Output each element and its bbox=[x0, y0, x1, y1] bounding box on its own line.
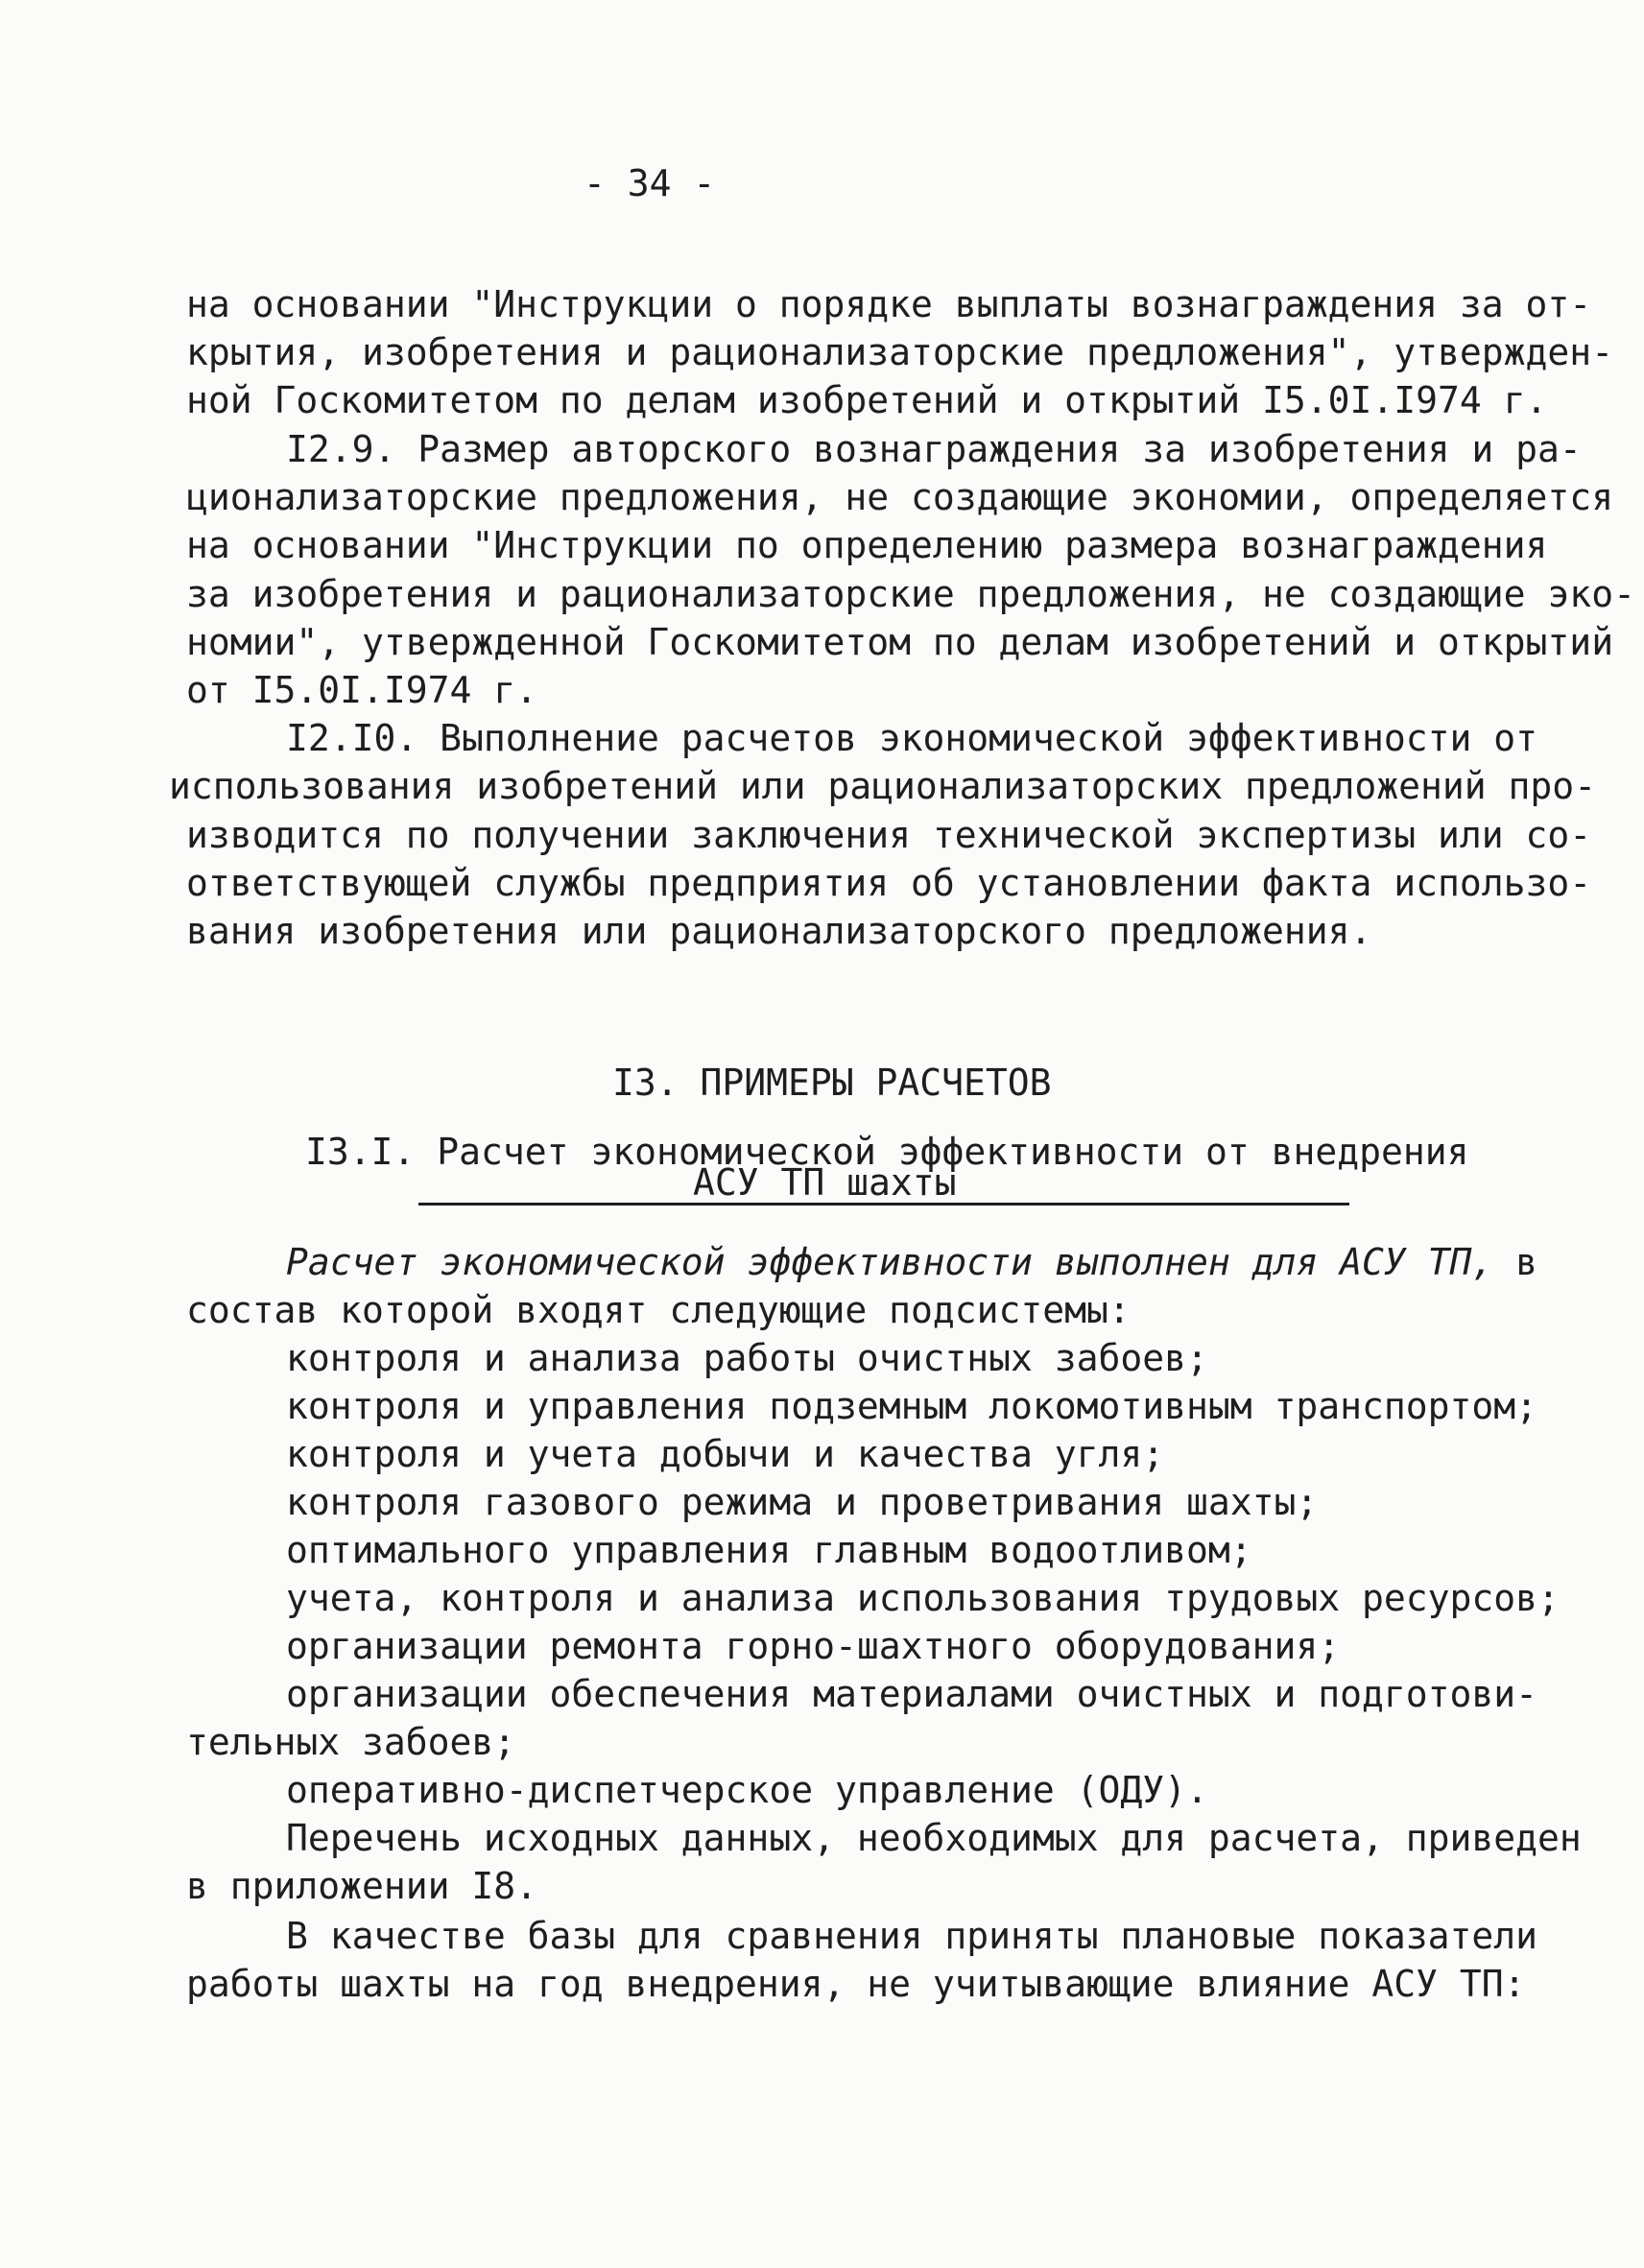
intro-italic: Расчет экономической эффективности выполнен для АСУ ТП, bbox=[286, 1241, 1494, 1283]
list-item: контроля и анализа работы очистных забоев; bbox=[286, 1337, 1208, 1379]
list-item: контроля газового режима и проветривания шахты; bbox=[286, 1481, 1319, 1523]
paragraph-line: I2.9. Размер авторского вознаграждения за изобретения и ра- bbox=[286, 428, 1582, 470]
paragraph-line: Перечень исходных данных, необходимых для расчета, приведен bbox=[286, 1817, 1582, 1859]
list-item: контроля и управления подземным локомотивным транспортом; bbox=[286, 1385, 1538, 1427]
paragraph-line: В качестве базы для сравнения приняты плановые показатели bbox=[286, 1915, 1538, 1957]
paragraph-line: использования изобретений или рационализаторских предложений про- bbox=[169, 765, 1597, 807]
paragraph-line: ционализаторские предложения, не создающие экономии, определяется bbox=[186, 476, 1614, 518]
list-item-continuation: тельных забоев; bbox=[186, 1721, 516, 1763]
subsection-title: I3.I. Расчет экономической эффективности от внедрения bbox=[305, 1131, 1469, 1173]
paragraph-line: ной Госкомитетом по делам изобретений и открытий I5.0I.I974 г. bbox=[186, 379, 1548, 421]
paragraph-line: от I5.0I.I974 г. bbox=[186, 669, 538, 711]
section-title: I3. ПРИМЕРЫ РАСЧЕТОВ bbox=[612, 1062, 1052, 1104]
intro-line-2: состав которой входят следующие подсистемы: bbox=[186, 1289, 1131, 1331]
paragraph-line: изводится по получении заключения технической экспертизы или со- bbox=[186, 814, 1592, 856]
list-item: организации ремонта горно-шахтного оборудования; bbox=[286, 1625, 1341, 1667]
intro-rest: в bbox=[1493, 1241, 1538, 1283]
paragraph-line: I2.I0. Выполнение расчетов экономической эффективности от bbox=[286, 717, 1538, 759]
paragraph-line: номии", утвержденной Госкомитетом по делам изобретений и открытий bbox=[186, 621, 1614, 663]
paragraph-line: вания изобретения или рационализаторского предложения. bbox=[186, 910, 1372, 952]
list-item: учета, контроля и анализа использования трудовых ресурсов; bbox=[286, 1577, 1560, 1619]
list-item: оптимального управления главным водоотливом; bbox=[286, 1529, 1252, 1571]
paragraph-line: за изобретения и рационализаторские предложения, не создающие эко- bbox=[186, 573, 1635, 615]
paragraph-line: крытия, изобретения и рационализаторские предложения", утвержден- bbox=[186, 331, 1614, 373]
list-item: организации обеспечения материалами очистных и подготови- bbox=[286, 1673, 1538, 1715]
paragraph-line: на основании "Инструкции по определению размера вознаграждения bbox=[186, 524, 1548, 566]
paragraph-line: в приложении I8. bbox=[186, 1865, 538, 1907]
intro-line bbox=[286, 1238, 1537, 1286]
subsection-title-underline bbox=[418, 1158, 1349, 1206]
page-number: - 34 - bbox=[584, 162, 716, 204]
list-item: контроля и учета добычи и качества угля; bbox=[286, 1433, 1165, 1475]
paragraph-line: работы шахты на год внедрения, не учитывающие влияние АСУ ТП: bbox=[186, 1963, 1526, 2005]
paragraph-line: ответствующей службы предприятия об установлении факта использо- bbox=[186, 862, 1592, 904]
subsection-title-line2: АСУ ТП шахты bbox=[693, 1161, 957, 1204]
paragraph-line: на основании "Инструкции о порядке выплаты вознаграждения за от- bbox=[186, 283, 1592, 325]
list-item: оперативно-диспетчерское управление (ОДУ). bbox=[286, 1769, 1208, 1811]
